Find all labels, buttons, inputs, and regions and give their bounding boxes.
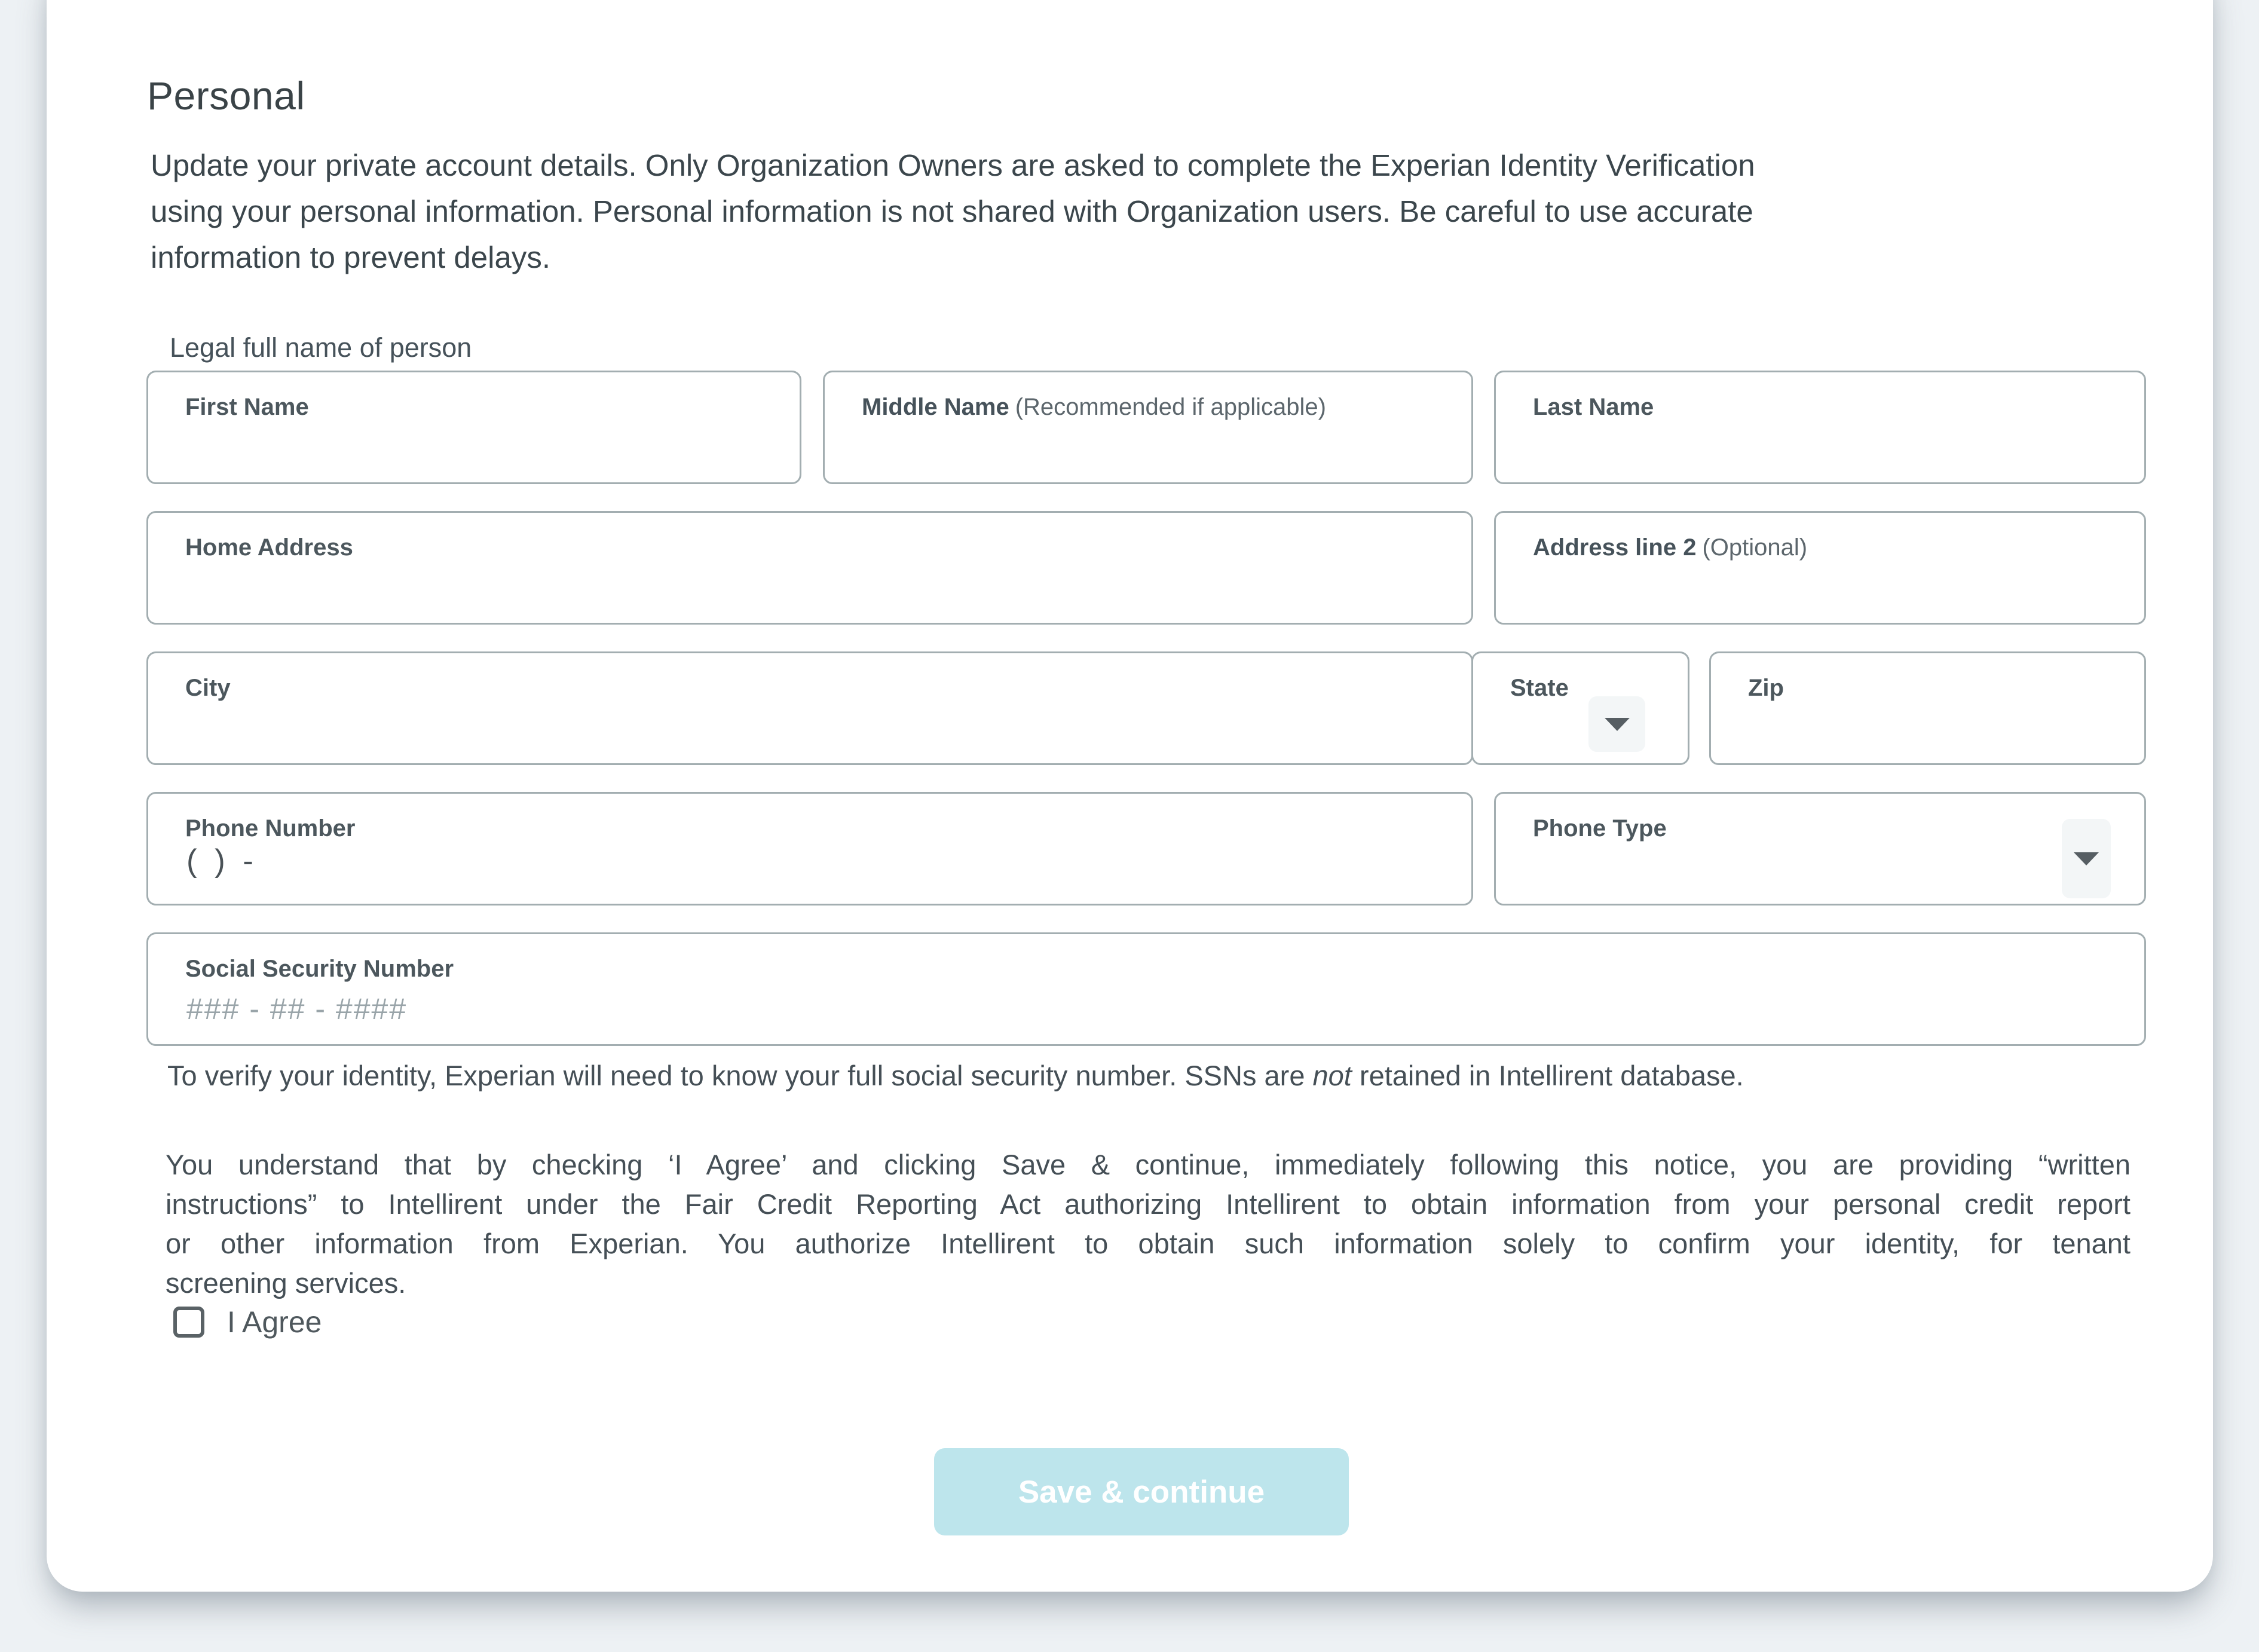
address-line-2-field[interactable]: [1494, 511, 2146, 625]
phone-type-dropdown-button[interactable]: [2062, 819, 2111, 898]
description-line: information to prevent delays.: [151, 240, 551, 274]
state-label: State: [1510, 675, 1569, 701]
phone-type-label: Phone Type: [1533, 815, 1667, 842]
last-name-label: Last Name: [1533, 394, 1654, 420]
ssn-label: Social Security Number: [185, 956, 454, 982]
middle-name-field[interactable]: [823, 371, 1473, 484]
ssn-note: To verify your identity, Experian will need to know your full social security number. SSNs are not retained in Intellirent database.: [167, 1060, 1744, 1091]
zip-field[interactable]: [1709, 651, 2146, 765]
state-field[interactable]: [1471, 651, 1689, 765]
last-name-field[interactable]: [1494, 371, 2146, 484]
city-label: City: [185, 675, 231, 701]
save-continue-button[interactable]: Save & continue: [934, 1448, 1349, 1535]
ssn-note-emphasis: not: [1312, 1060, 1352, 1091]
phone-number-input-mask[interactable]: ( ) -: [186, 843, 253, 879]
ssn-placeholder: ### - ## - ####: [186, 992, 408, 1026]
i-agree-checkbox[interactable]: [173, 1307, 204, 1338]
page-description: [151, 142, 1755, 280]
agree-row: [173, 1305, 322, 1339]
legal-name-group-label: Legal full name of person: [170, 332, 472, 363]
i-agree-label: I Agree: [227, 1305, 322, 1339]
phone-number-label: Phone Number: [185, 815, 356, 842]
consent-line: You understand that by checking ‘I Agree’ and clicking Save & continue, immediately following this notice, you are providing “written: [166, 1149, 2131, 1180]
description-line: Update your private account details. Only Organization Owners are asked to complete the Experian Identity Verification: [151, 148, 1755, 182]
zip-label: Zip: [1748, 675, 1784, 701]
description-line: using your personal information. Personal information is not shared with Organization users. Be careful to use accurate: [151, 194, 1753, 228]
middle-name-label: Middle Name (Recommended if applicable): [862, 394, 1326, 420]
chevron-down-icon: [1605, 718, 1630, 731]
consent-line: or other information from Experian. You authorize Intellirent to obtain such information solely to confirm your identity, for tenant: [166, 1228, 2131, 1259]
home-address-label: Home Address: [185, 534, 353, 561]
city-field[interactable]: [146, 651, 1473, 765]
ssn-field[interactable]: [146, 932, 2146, 1046]
consent-paragraph: [166, 1145, 2131, 1303]
phone-number-field[interactable]: [146, 792, 1473, 905]
phone-type-field[interactable]: [1494, 792, 2146, 905]
first-name-field[interactable]: [146, 371, 801, 484]
chevron-down-icon: [2074, 852, 2099, 865]
address-line-2-label: Address line 2 (Optional): [1533, 534, 1808, 561]
consent-line: screening services.: [166, 1267, 406, 1299]
page-title: Personal: [147, 74, 305, 118]
first-name-label: First Name: [185, 394, 309, 420]
state-dropdown-button[interactable]: [1588, 696, 1645, 752]
consent-line: instructions” to Intellirent under the Fair Credit Reporting Act authorizing Intellirent to obtain information from your personal credit report: [166, 1188, 2131, 1220]
home-address-field[interactable]: [146, 511, 1473, 625]
